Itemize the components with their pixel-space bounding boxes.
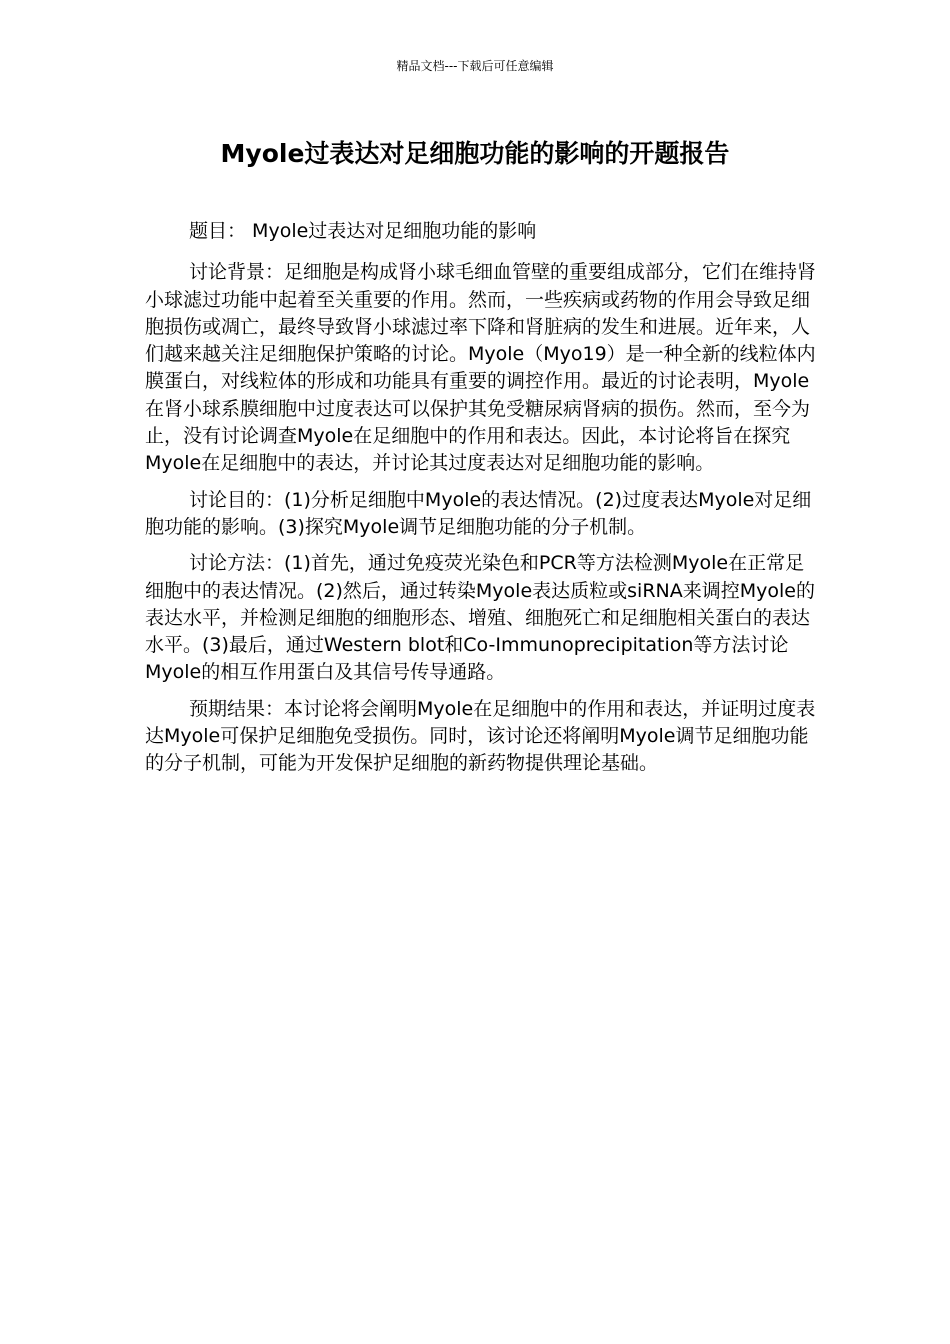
- paragraph-label: 讨论背景：: [189, 261, 285, 284]
- paragraph-text: Myole过表达对足细胞功能的影响: [246, 220, 537, 242]
- paragraph-methods: [145, 550, 817, 686]
- paragraph-label: 讨论方法：: [189, 552, 285, 575]
- paragraph-text: (1)分析足细胞中Myole的表达情况。(2)过度表达Myole对足细胞功能的影响。(3)探究Myole调节足细胞功能的分子机制。: [145, 488, 812, 538]
- paragraph-label: 预期结果：: [189, 697, 285, 720]
- paragraph-label: 题目：: [189, 220, 247, 242]
- paragraph-text: (1)首先，通过免疫荧光染色和PCR等方法检测Myole在正常足细胞中的表达情况。(2)然后，通过转染Myole表达质粒或siRNA来调控Myole的表达水平，并检测足细胞的细胞形态、增殖、细胞死亡和足细胞相关蛋白的表达水平。(3)最后，通过Western blot和Co-Immunoprecipitation等方法讨论Myole的相互作用蛋白及其信号传导通路。: [145, 552, 815, 684]
- paragraph-purpose: [145, 487, 817, 542]
- page-header: 精品文档---下载后可任意编辑: [396, 59, 554, 73]
- paragraph-label: 讨论目的：: [189, 488, 285, 511]
- paragraph-topic: [145, 218, 817, 245]
- document-title: Myole过表达对足细胞功能的影响的开题报告: [220, 139, 730, 168]
- document-body: [145, 218, 817, 787]
- paragraph-text: 本讨论将会阐明Myole在足细胞中的作用和表达，并证明过度表达Myole可保护足细胞免受损伤。同时，该讨论还将阐明Myole调节足细胞功能的分子机制，可能为开发保护足细胞的新药物提供理论基础。: [145, 697, 816, 775]
- paragraph-text: 足细胞是构成肾小球毛细血管壁的重要组成部分，它们在维持肾小球滤过功能中起着至关重要的作用。然而，一些疾病或药物的作用会导致足细胞损伤或凋亡，最终导致肾小球滤过率下降和肾脏病的发生和进展。近年来，人们越来越关注足细胞保护策略的讨论。Myole（Myo19）是一种全新的线粒体内膜蛋白，对线粒体的形成和功能具有重要的调控作用。最近的讨论表明，Myole在肾小球系膜细胞中过度表达可以保护其免受糖尿病肾病的损伤。然而，至今为止，没有讨论调查Myole在足细胞中的作用和表达。因此，本讨论将旨在探究Myole在足细胞中的表达，并讨论其过度表达对足细胞功能的影响。: [145, 261, 817, 475]
- paragraph-expected-results: [145, 696, 817, 778]
- paragraph-background: [145, 259, 817, 477]
